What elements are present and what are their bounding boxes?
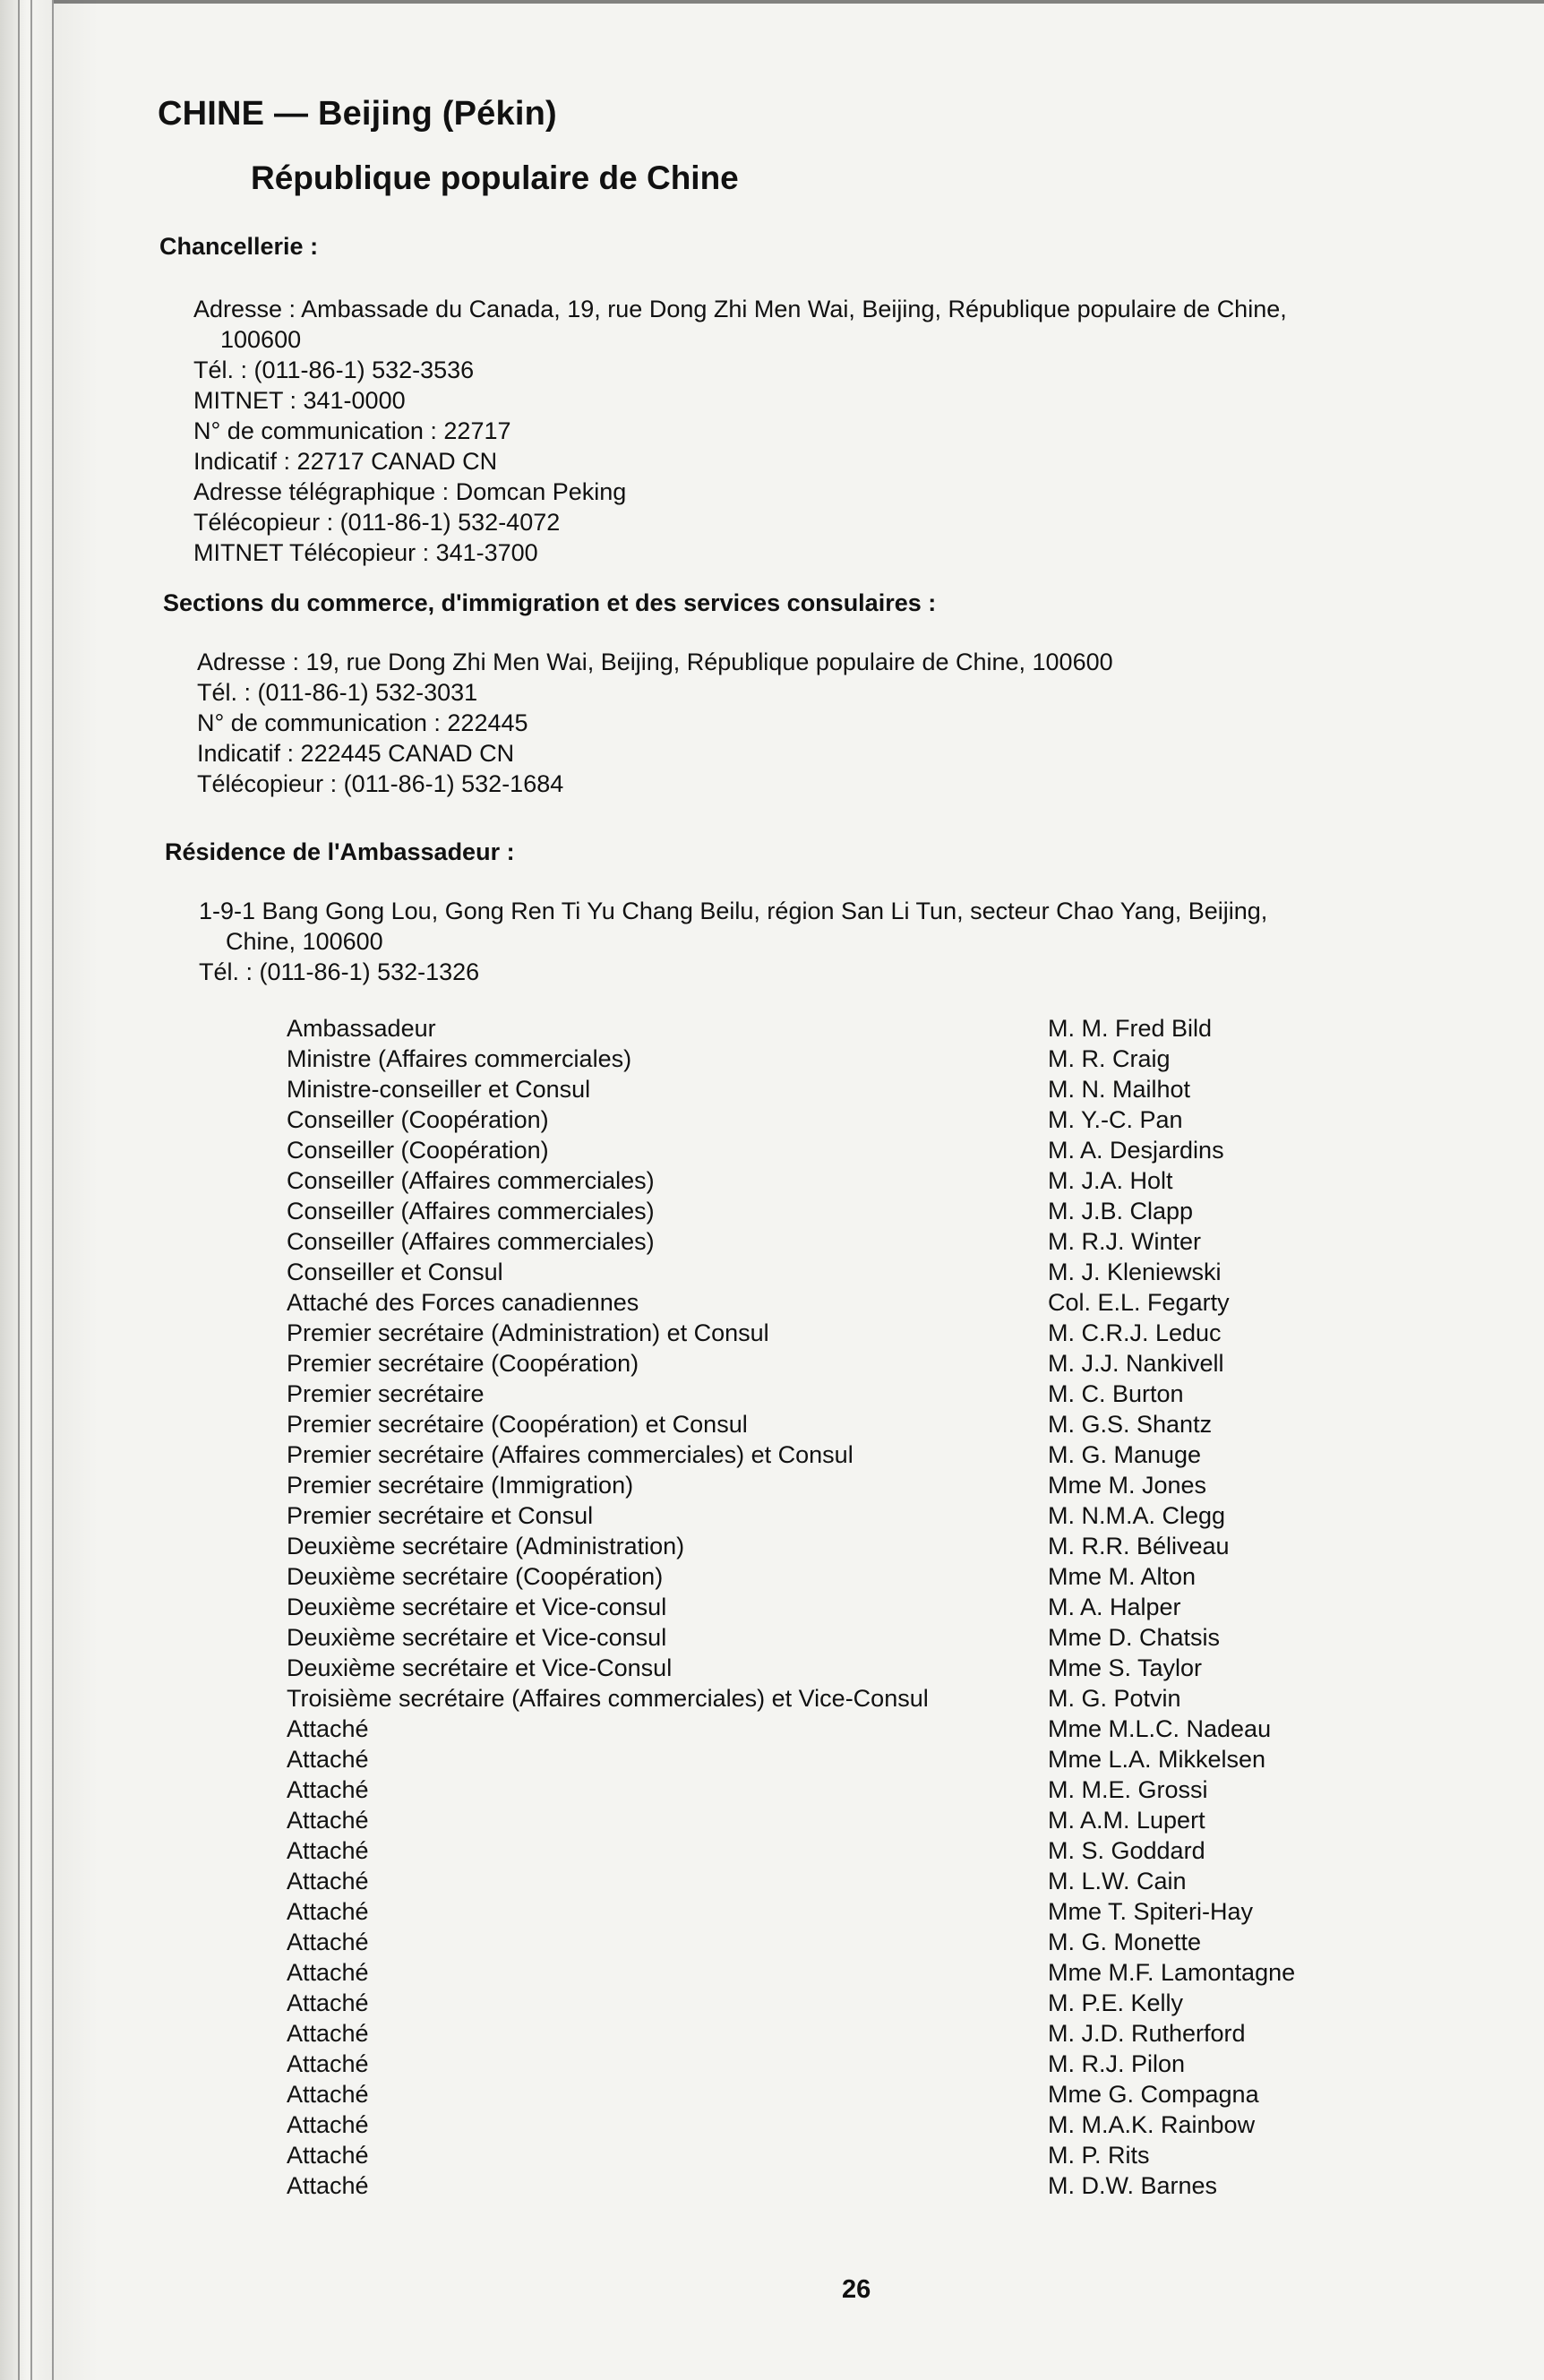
staff-title: Attaché (287, 2081, 369, 2108)
staff-name: Mme L.A. Mikkelsen (1048, 1746, 1266, 1773)
staff-title: Attaché (287, 1929, 369, 1955)
page-subtitle: République populaire de Chine (251, 159, 739, 196)
staff-row (287, 1561, 1361, 1592)
staff-row (287, 1988, 1361, 2018)
indicatif-line: Indicatif : 22717 CANAD CN (193, 448, 498, 475)
staff-row (287, 1044, 1361, 1074)
staff-name: M. P.E. Kelly (1048, 1989, 1184, 2016)
address-line: Adresse : Ambassade du Canada, 19, rue Dong Zhi Men Wai, Beijing, République populaire de Chine, (193, 296, 1287, 322)
staff-name: M. Y.-C. Pan (1048, 1106, 1183, 1133)
staff-name: Mme T. Spiteri-Hay (1048, 1898, 1254, 1925)
staff-title: Attaché (287, 1959, 369, 1986)
staff-name: M. R.J. Winter (1048, 1228, 1202, 1255)
staff-row (287, 2018, 1361, 2049)
staff-title: Attaché (287, 1837, 369, 1864)
staff-title: Ambassadeur (287, 1015, 436, 1042)
communication-line: N° de communication : 22717 (193, 417, 511, 444)
staff-row (287, 1074, 1361, 1104)
top-rule (54, 0, 1544, 4)
staff-name: M. A.M. Lupert (1048, 1807, 1205, 1834)
telegraph-line: Adresse télégraphique : Domcan Peking (193, 478, 627, 505)
staff-row (287, 1439, 1361, 1470)
staff-row (287, 1196, 1361, 1226)
mitnet-fax-line: MITNET Télécopieur : 341-3700 (193, 539, 538, 566)
staff-name: Mme S. Taylor (1048, 1654, 1203, 1681)
staff-list (287, 1013, 1361, 2201)
staff-name: Col. E.L. Fegarty (1048, 1289, 1230, 1316)
staff-row (287, 1774, 1361, 1805)
staff-name: Mme D. Chatsis (1048, 1624, 1221, 1651)
staff-name: M. J.J. Nankivell (1048, 1350, 1224, 1377)
staff-row (287, 1835, 1361, 1866)
staff-name: Mme M. Alton (1048, 1563, 1197, 1590)
staff-row (287, 1653, 1361, 1683)
binding-line (52, 0, 54, 2380)
staff-name: Mme M.F. Lamontagne (1048, 1959, 1296, 1986)
staff-name: M. G. Potvin (1048, 1685, 1181, 1712)
phone-line: Tél. : (011-86-1) 532-1326 (199, 958, 480, 985)
staff-row (287, 1165, 1361, 1196)
staff-title: Attaché (287, 2111, 369, 2138)
staff-title: Attaché (287, 1746, 369, 1773)
staff-title: Conseiller et Consul (287, 1259, 503, 1285)
staff-row (287, 2049, 1361, 2079)
staff-row (287, 1500, 1361, 1531)
staff-row (287, 1104, 1361, 1135)
staff-title: Attaché (287, 1715, 369, 1742)
staff-title: Deuxième secrétaire (Administration) (287, 1533, 685, 1559)
staff-title: Premier secrétaire (Coopération) et Consul (287, 1411, 748, 1438)
sections-block (197, 647, 1113, 799)
phone-line: Tél. : (011-86-1) 532-3031 (197, 679, 478, 706)
staff-row (287, 1896, 1361, 1927)
staff-title: Deuxième secrétaire et Vice-consul (287, 1624, 667, 1651)
staff-name: M. C.R.J. Leduc (1048, 1319, 1222, 1346)
staff-row (287, 1957, 1361, 1988)
staff-name: M. A. Desjardins (1048, 1137, 1224, 1164)
staff-name: M. J.D. Rutherford (1048, 2020, 1246, 2047)
staff-name: Mme G. Compagna (1048, 2081, 1259, 2108)
staff-title: Ministre-conseiller et Consul (287, 1076, 591, 1103)
staff-name: M. C. Burton (1048, 1380, 1184, 1407)
staff-title: Attaché des Forces canadiennes (287, 1289, 639, 1316)
staff-row (287, 1348, 1361, 1379)
staff-name: M. M. Fred Bild (1048, 1015, 1213, 1042)
staff-row (287, 1318, 1361, 1348)
staff-title: Conseiller (Coopération) (287, 1106, 549, 1133)
fax-line: Télécopieur : (011-86-1) 532-4072 (193, 509, 561, 536)
staff-title: Conseiller (Affaires commerciales) (287, 1228, 655, 1255)
staff-name: M. J.B. Clapp (1048, 1198, 1194, 1224)
staff-title: Attaché (287, 1776, 369, 1803)
staff-name: M. P. Rits (1048, 2142, 1150, 2169)
staff-row (287, 1135, 1361, 1165)
staff-title: Ministre (Affaires commerciales) (287, 1045, 632, 1072)
staff-title: Premier secrétaire (Administration) et Consul (287, 1319, 769, 1346)
staff-row (287, 1409, 1361, 1439)
residence-heading: Résidence de l'Ambassadeur : (165, 838, 515, 865)
staff-title: Attaché (287, 2050, 369, 2077)
chancellerie-block (193, 294, 1287, 568)
staff-title: Premier secrétaire (Affaires commerciales) et Consul (287, 1441, 853, 1468)
staff-row (287, 2170, 1361, 2201)
staff-title: Premier secrétaire et Consul (287, 1502, 594, 1529)
staff-title: Attaché (287, 1989, 369, 2016)
staff-row (287, 1866, 1361, 1896)
residence-block (199, 896, 1267, 987)
staff-row (287, 1257, 1361, 1287)
staff-name: M. A. Halper (1048, 1594, 1181, 1620)
binding-line (18, 0, 20, 2380)
mitnet-line: MITNET : 341-0000 (193, 387, 406, 414)
staff-name: M. G.S. Shantz (1048, 1411, 1213, 1438)
staff-name: M. S. Goddard (1048, 1837, 1205, 1864)
address-line: 100600 (220, 326, 302, 353)
staff-row (287, 1622, 1361, 1653)
staff-name: M. M.E. Grossi (1048, 1776, 1208, 1803)
staff-name: M. D.W. Barnes (1048, 2172, 1218, 2199)
phone-line: Tél. : (011-86-1) 532-3536 (193, 357, 475, 383)
sections-heading: Sections du commerce, d'immigration et des services consulaires : (163, 589, 937, 616)
staff-title: Attaché (287, 1868, 369, 1895)
staff-name: Mme M. Jones (1048, 1472, 1207, 1499)
staff-title: Attaché (287, 1898, 369, 1925)
staff-row (287, 1470, 1361, 1500)
staff-row (287, 1714, 1361, 1744)
staff-title: Attaché (287, 1807, 369, 1834)
binding-edge (0, 0, 99, 2380)
staff-name: Mme M.L.C. Nadeau (1048, 1715, 1272, 1742)
staff-title: Attaché (287, 2020, 369, 2047)
staff-name: M. M.A.K. Rainbow (1048, 2111, 1256, 2138)
address-line: Chine, 100600 (226, 928, 383, 955)
address-line: 1-9-1 Bang Gong Lou, Gong Ren Ti Yu Chang Beilu, région San Li Tun, secteur Chao Yang, Beijing, (199, 898, 1268, 924)
staff-name: M. N. Mailhot (1048, 1076, 1191, 1103)
staff-name: M. J. Kleniewski (1048, 1259, 1222, 1285)
page-title: CHINE — Beijing (Pékin) (158, 95, 557, 133)
staff-title: Conseiller (Affaires commerciales) (287, 1198, 655, 1224)
staff-title: Premier secrétaire (Immigration) (287, 1472, 634, 1499)
fax-line: Télécopieur : (011-86-1) 532-1684 (197, 770, 564, 797)
staff-row (287, 1531, 1361, 1561)
page-number: 26 (842, 2275, 871, 2304)
staff-title: Premier secrétaire (Coopération) (287, 1350, 639, 1377)
staff-title: Deuxième secrétaire (Coopération) (287, 1563, 664, 1590)
staff-row (287, 2079, 1361, 2109)
staff-row (287, 1013, 1361, 1044)
staff-name: M. G. Monette (1048, 1929, 1202, 1955)
staff-name: M. R.R. Béliveau (1048, 1533, 1230, 1559)
binding-line (30, 0, 32, 2380)
staff-name: M. R.J. Pilon (1048, 2050, 1186, 2077)
staff-title: Conseiller (Coopération) (287, 1137, 549, 1164)
indicatif-line: Indicatif : 222445 CANAD CN (197, 740, 515, 767)
staff-name: M. J.A. Holt (1048, 1167, 1173, 1194)
staff-title: Conseiller (Affaires commerciales) (287, 1167, 655, 1194)
communication-line: N° de communication : 222445 (197, 709, 528, 736)
staff-row (287, 2109, 1361, 2140)
staff-name: M. L.W. Cain (1048, 1868, 1187, 1895)
staff-title: Deuxième secrétaire et Vice-Consul (287, 1654, 673, 1681)
staff-row (287, 1927, 1361, 1957)
staff-row (287, 1226, 1361, 1257)
staff-name: M. N.M.A. Clegg (1048, 1502, 1226, 1529)
chancellerie-heading: Chancellerie : (159, 233, 319, 260)
staff-row (287, 1805, 1361, 1835)
staff-title: Attaché (287, 2142, 369, 2169)
staff-row (287, 1683, 1361, 1714)
staff-row (287, 2140, 1361, 2170)
staff-row (287, 1592, 1361, 1622)
staff-title: Deuxième secrétaire et Vice-consul (287, 1594, 667, 1620)
staff-row (287, 1744, 1361, 1774)
staff-title: Premier secrétaire (287, 1380, 485, 1407)
address-line: Adresse : 19, rue Dong Zhi Men Wai, Beijing, République populaire de Chine, 100600 (197, 649, 1113, 675)
staff-title: Attaché (287, 2172, 369, 2199)
staff-title: Troisième secrétaire (Affaires commerciales) et Vice-Consul (287, 1685, 929, 1712)
staff-name: M. R. Craig (1048, 1045, 1171, 1072)
staff-name: M. G. Manuge (1048, 1441, 1202, 1468)
staff-row (287, 1379, 1361, 1409)
staff-row (287, 1287, 1361, 1318)
